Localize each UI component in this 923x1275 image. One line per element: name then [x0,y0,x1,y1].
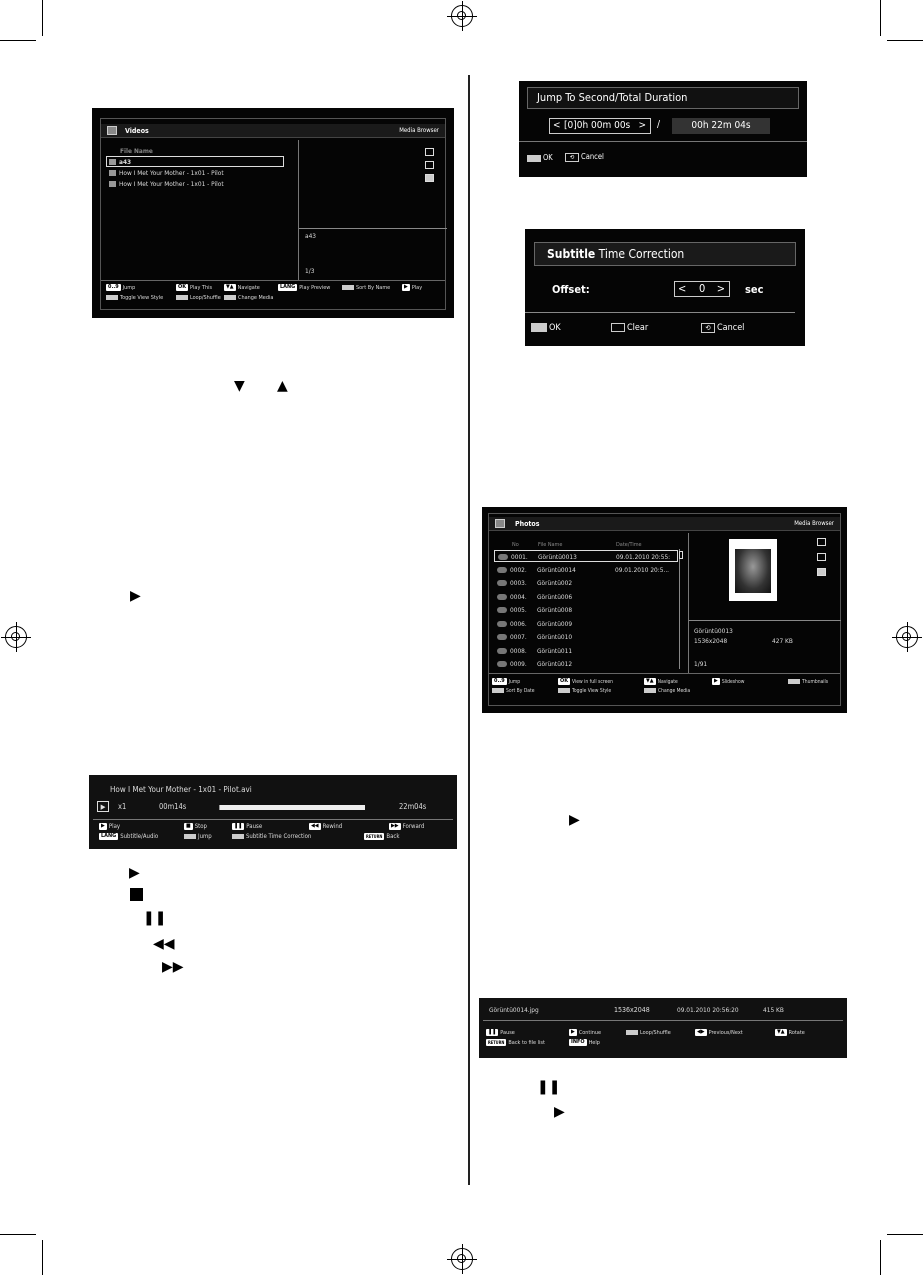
crop-mark [880,1240,881,1275]
photo-icon [497,594,507,600]
slideshow-bar-screen [479,998,847,1058]
control-hint[interactable]: ▶ Play [101,823,121,830]
cell-no: 0006. [510,619,527,628]
crop-mark [887,1234,923,1235]
playback-bar-screen [89,775,457,849]
cell-name: Görüntü006 [537,592,573,601]
photo-icon [497,661,507,667]
repeat-icon [817,538,826,546]
separator: / [657,119,661,130]
table-row[interactable] [494,550,678,562]
help-item[interactable]: Loop/Shuffle [176,293,221,303]
crop-mark [887,40,923,41]
screen-title: Photos [515,520,540,528]
unit-label: sec [745,283,764,296]
file-name: Görüntü0014.jpg [489,1006,539,1014]
help-item[interactable]: 0..9 Jump [108,284,136,291]
help-item[interactable]: Toggle View Style [558,686,611,696]
help-item[interactable]: Sort By Name [342,283,390,293]
cell-name: Görüntü009 [537,619,573,628]
table-row[interactable] [494,591,678,603]
shuffle-icon [425,161,434,169]
total-time: 22m04s [399,802,427,811]
stop-icon [425,174,434,182]
down-arrow-icon: ▼ [234,378,245,394]
registration-mark [896,626,918,648]
column-header: No [512,542,519,548]
help-item[interactable]: Toggle View Style [106,293,163,303]
photo-icon [498,554,508,560]
screen-title: Videos [125,127,149,135]
help-item[interactable]: ▼▲ Navigate [646,678,678,685]
chevron-left-icon[interactable]: < [678,282,687,295]
table-row[interactable] [494,604,678,616]
control-hint[interactable]: ■ Stop [186,823,207,830]
control-hint[interactable]: ❚❚ Pause [488,1029,515,1036]
help-item[interactable]: OK View in full screen [560,678,613,685]
mode-label: Media Browser [399,127,439,134]
play-icon: ▶ [129,865,140,881]
help-bar [492,677,837,701]
videos-icon [107,126,117,135]
photos-icon [495,519,505,528]
preview-pane [298,140,446,280]
control-hint[interactable]: ▼▲ Rotate [777,1029,805,1036]
column-header: Date/Time [616,542,642,548]
stop-icon [817,568,826,576]
cell-no: 0009. [510,660,527,668]
cell-name: Görüntü002 [537,579,573,587]
crop-mark [42,1240,43,1275]
control-hint[interactable]: LANG Subtitle/Audio [101,833,159,840]
subtitle-correction-dialog [525,229,805,346]
dialog-title: Jump To Second/Total Duration [537,91,688,104]
cancel-button[interactable]: ⟲ Cancel [701,323,744,333]
scrollbar[interactable] [679,549,683,669]
info-size: 427 KB [772,637,793,645]
column-header: File Name [538,542,563,548]
table-row[interactable] [494,645,678,657]
column-header: File Name [120,147,153,155]
control-hint[interactable]: INFO Help [571,1039,600,1046]
dialog-title: Subtitle Time Correction [547,247,685,261]
up-arrow-icon: ▲ [277,378,288,394]
subtitle-icon [611,323,625,332]
file-size: 415 KB [763,1006,784,1014]
jump-dialog [519,81,807,177]
control-hint[interactable]: ◀▶ Previous/Next [697,1029,743,1036]
ok-button[interactable]: OK [531,323,561,333]
play-icon: ▶ [554,1104,565,1120]
crop-mark [0,1234,36,1235]
chevron-right-icon[interactable]: > [716,282,725,295]
control-hint[interactable]: ◀◀ Rewind [311,823,343,830]
photo-icon [497,567,507,573]
play-state-icon: ▶ [97,801,109,812]
control-hint[interactable]: Jump [184,832,212,842]
repeat-icon [425,148,434,156]
mode-label: Media Browser [794,520,834,527]
crop-mark [880,0,881,36]
cell-no: 0001. [511,553,528,561]
total-duration: 00h 22m 04s [672,118,770,134]
cell-no: 0007. [510,633,527,641]
cell-no: 0002. [510,565,527,574]
pause-icon: ❚❚ [143,910,167,926]
registration-mark [451,1248,473,1270]
column-divider [468,75,470,1185]
cell-name: Görüntü0014 [537,565,576,574]
control-hint[interactable]: RETURN Back [366,833,400,840]
cell-no: 0003. [510,579,527,587]
cell-date: 09.01.2010 20:5... [615,565,670,574]
help-item[interactable]: ▼▲ Navigate [226,284,260,291]
forward-icon: ▶▶ [162,959,184,975]
cell-name: Görüntü0013 [538,553,577,561]
page-indicator: 1/91 [694,660,708,668]
video-title: How I Met Your Mother - 1x01 - Pilot.avi [110,785,252,794]
photo-icon [497,648,507,654]
help-item[interactable]: 0..9 Jump [494,678,521,685]
table-row[interactable] [494,618,678,630]
photo-list [494,550,684,670]
help-bar [106,283,444,307]
info-name: Görüntü0013 [694,627,733,635]
info-resolution: 1536x2048 [694,637,728,645]
help-item[interactable]: Change Media [644,686,690,696]
control-hint[interactable]: ❚❚ Pause [234,823,263,830]
cell-no: 0005. [510,606,527,614]
preview-pane [688,533,840,673]
control-hint[interactable]: RETURN Back to file list [488,1040,545,1046]
return-icon: ⟲ [701,323,715,333]
return-icon: ⟲ [565,153,579,162]
photo-icon [497,634,507,640]
cell-name: Görüntü010 [537,633,573,641]
control-hint[interactable]: ▶ Continue [571,1029,602,1036]
crop-mark [42,0,43,36]
play-icon: ▶ [130,588,141,604]
table-row[interactable] [494,564,678,576]
cell-no: 0004. [510,592,527,601]
photos-browser-screen [482,507,847,713]
cell-date: 09.01.2010 20:55: [616,553,671,561]
cancel-button[interactable]: ⟲ Cancel [565,152,604,162]
list-item[interactable]: How I Met Your Mother - 1x01 - Pilot [106,179,284,190]
rewind-icon: ◀◀ [153,936,175,952]
chevron-left-icon[interactable]: < [553,120,561,131]
table-row[interactable] [494,631,678,643]
resolution: 1536x2048 [614,1006,650,1014]
offset-spinner[interactable]: < 0 > [674,281,730,297]
photo-thumbnail [729,539,777,601]
progress-fill [219,805,220,810]
shuffle-icon [817,553,826,561]
cell-name: Görüntü012 [537,660,573,668]
clear-button[interactable]: Clear [611,323,648,333]
registration-mark [5,626,27,648]
time-spinner[interactable]: < [0]0h 00m 00s > [549,118,651,134]
movie-icon [109,159,116,165]
photo-icon [497,621,507,627]
progress-bar[interactable] [219,805,365,810]
page-indicator: 1/3 [305,267,315,275]
table-row[interactable] [494,658,678,670]
ok-button[interactable]: OK [527,153,553,162]
help-item[interactable]: LANG Play Preview [280,284,331,291]
control-hint[interactable]: ▶▶ Forward [391,823,425,830]
file-list [104,142,298,280]
chevron-right-icon[interactable]: > [638,120,646,131]
photo-icon [497,580,507,586]
preview-name: a43 [305,232,317,240]
play-icon: ▶ [569,812,580,828]
cell-name: Görüntü008 [537,606,573,614]
control-hint[interactable]: Subtitle Time Correction [232,832,311,842]
table-row[interactable] [494,577,678,589]
movie-icon [109,170,116,176]
pause-icon: ❚❚ [537,1079,561,1095]
help-item[interactable]: Sort By Date [492,686,535,696]
control-hint[interactable]: Loop/Shuffle [626,1028,671,1038]
crop-mark [0,40,36,41]
photo-icon [497,607,507,613]
registration-mark [451,5,473,27]
speed: x1 [118,802,127,811]
cell-name: Görüntü011 [537,646,573,655]
help-item[interactable]: ▶ Play [404,284,423,291]
elapsed-time: 00m14s [159,802,187,811]
videos-browser-screen [92,108,454,318]
help-item[interactable]: Change Media [224,293,273,303]
list-item[interactable]: How I Met Your Mother - 1x01 - Pilot [106,168,284,179]
help-item[interactable]: OK Play This [178,284,213,291]
help-item[interactable]: Thumbnails [788,677,828,687]
list-item[interactable]: a43 [106,156,284,167]
date-time: 09.01.2010 20:56:20 [677,1006,739,1014]
tv-icon [109,181,116,187]
help-item[interactable]: ▶ Slideshow [714,678,745,685]
cell-no: 0008. [510,646,527,655]
stop-icon [130,888,143,901]
offset-label: Offset: [552,283,590,296]
